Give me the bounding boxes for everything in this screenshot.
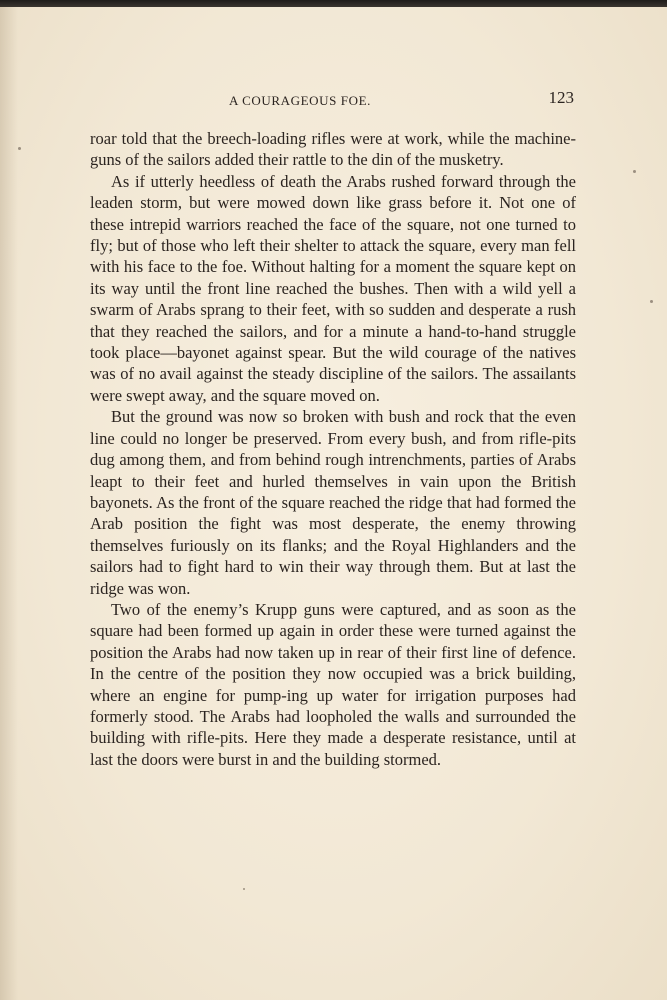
- running-head: A COURAGEOUS FOE.: [228, 93, 372, 108]
- page-top-edge: [0, 0, 667, 7]
- paper-speck: [18, 147, 21, 150]
- paragraph: As if utterly heedless of death the Arabs rushed forward through the leaden storm, but were mowed down like grass before it. Not one of these intrepid warriors reached the face of the square, not one turned to fly; but of those who left their shelter to attack the square, every man fell with his face to the foe. Without halting for a moment the square kept on its way until the front line reached the bushes. Then with a wild yell a swarm of Arabs sprang to their feet, with so sudden and desperate a rush that they reached the sailors, and for a minute a hand-to-hand struggle took place—bayonet against spear. But the wild courage of the natives was of no avail against the steady discipline of the sailors. The assailants were swept away, and the square moved on.: [90, 171, 576, 405]
- paragraph: But the ground was now so broken with bush and rock that the even line could no longer be preserved. From every bush, and from rifle-pits dug among them, and from behind rough intrenchments, parties of Arabs leapt to their feet and hurled themselves in vain upon the British bayonets. As the front of the square reached the ridge that had formed the Arab position the fight was most desperate, the enemy throwing themselves furiously on its flanks; and the Royal Highlanders and the sailors had to fight hard to win their way through them. But at last the ridge was won.: [90, 407, 576, 598]
- paper-speck: [650, 300, 653, 303]
- paper-speck: [243, 888, 245, 890]
- paragraph: roar told that the breech-loading rifles were at work, while the machine-guns of the sailors added their rattle to the din of the musketry.: [90, 129, 576, 170]
- paragraph: Two of the enemy’s Krupp guns were captured, and as soon as the square had been formed up again in order these were turned against the position the Arabs had now taken up in rear of their first line of defence. In the centre of the position they now occupied was a brick building, where an engine for pump-ing up water for irrigation purposes had formerly stood. The Arabs had loopholed the walls and surrounded the building with rifle-pits. Here they made a desperate resistance, until at last the doors were burst in and the building stormed.: [90, 599, 576, 769]
- body-text: [90, 128, 576, 770]
- page-header: [90, 88, 576, 112]
- page-number: 123: [548, 88, 574, 107]
- binding-shadow: [0, 7, 18, 1000]
- paper-speck: [633, 170, 636, 173]
